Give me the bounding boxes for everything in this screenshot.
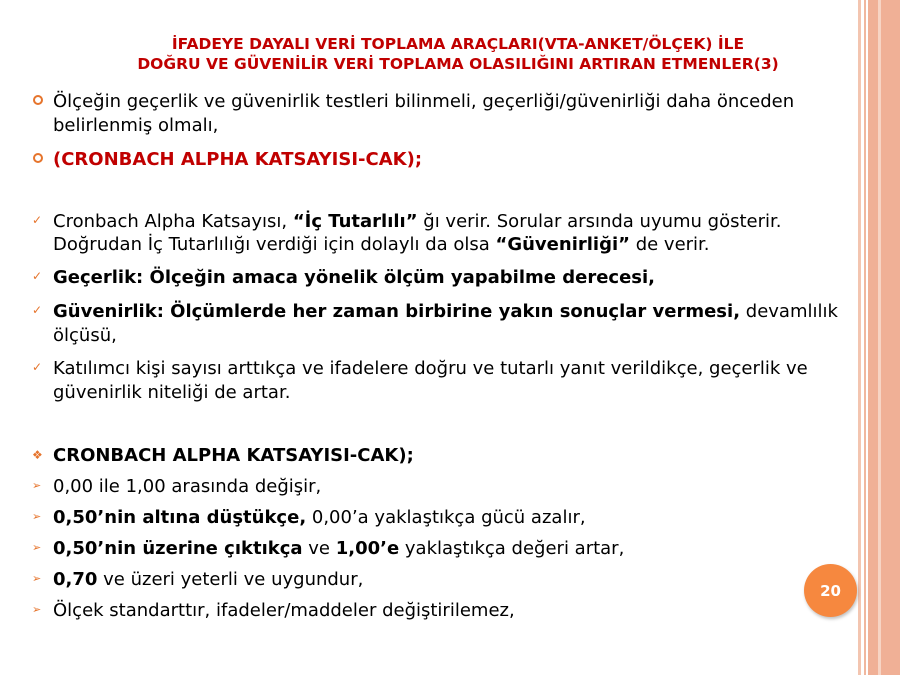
decorative-side-stripes [858, 0, 900, 675]
item-text: de verir. [629, 234, 710, 255]
list-item [32, 148, 852, 172]
item-text: Katılımcı kişi sayısı arttıkça ve ifadelere doğru ve tutarlı yanıt verildikçe, geçerlik ve güvenirlik niteliği de artar. [53, 358, 808, 403]
check-bullet-icon: ✓ [32, 360, 43, 374]
check-bullet-icon: ✓ [32, 303, 43, 317]
item-text-bold: 1,00’e [335, 538, 400, 559]
item-text: 0,00’a yaklaştıkça gücü azalır, [306, 507, 586, 528]
item-text: ğı verir. Sorular arsında uyumu gösterir. Doğrudan İç Tutarlılığı verdiği için dolaylı da olsa [53, 211, 782, 255]
arrow-bullet-icon: ➢ [32, 603, 42, 616]
arrow-bullet-icon: ➢ [32, 479, 42, 492]
arrow-bullet-icon: ➢ [32, 572, 42, 585]
item-text: devamlılık ölçüsü, [53, 301, 838, 346]
diamond-bullet-icon: ❖ [32, 448, 43, 462]
item-text: Ölçek standarttır, ifadeler/maddeler değiştirilemez, [53, 600, 515, 621]
slide-title-line1: İFADEYE DAYALI VERİ TOPLAMA ARAÇLARI(VTA-ANKET/ÖLÇEK) İLE [171, 35, 745, 53]
stripe-thin-2 [864, 0, 866, 675]
item-text: (CRONBACH ALPHA KATSAYISI-CAK); [53, 149, 423, 170]
slide-title [40, 34, 876, 74]
list-item [32, 599, 852, 623]
list-item [32, 266, 852, 290]
list-item [32, 210, 852, 256]
list-item [32, 300, 852, 348]
item-text-bold: “İç Tutarlılı” [292, 211, 418, 232]
item-text-bold: 0,50’nin altına düştükçe, [53, 507, 307, 528]
list-item [32, 357, 852, 405]
arrow-bullet-icon: ➢ [32, 541, 42, 554]
item-text: 0,00 ile 1,00 arasında değişir, [53, 476, 322, 497]
item-text-bold: 0,50’nin üzerine çıktıkça [53, 538, 303, 559]
slide-content [32, 90, 852, 623]
stripe-thin-1 [858, 0, 861, 675]
list-item [32, 475, 852, 499]
slide-title-line2: DOĞRU VE GÜVENİLİR VERİ TOPLAMA OLASILIĞINI ARTIRAN ETMENLER(3) [137, 55, 779, 73]
circle-bullet-icon [32, 90, 48, 114]
item-text-bold: CRONBACH ALPHA KATSAYISI-CAK); [53, 445, 414, 466]
list-item [32, 537, 852, 561]
arrow-bullet-icon: ➢ [32, 510, 42, 523]
item-text: ve üzeri yeterli ve uygundur, [97, 569, 364, 590]
item-text: Cronbach Alpha Katsayısı, [53, 211, 293, 232]
item-text: Ölçeğin geçerlik ve güvenirlik testleri bilinmeli, geçerliği/güvenirliği daha önceden belirlenmiş olmalı, [53, 91, 795, 136]
item-text: yaklaştıkça değeri artar, [399, 538, 625, 559]
check-bullet-icon: ✓ [32, 213, 43, 227]
item-text: ve [302, 538, 336, 559]
stripe-inner-line [878, 0, 881, 675]
item-text-bold: Geçerlik: Ölçeğin amaca yönelik ölçüm yapabilme derecesi, [53, 267, 656, 288]
item-text-bold: Güvenirlik: Ölçümlerde her zaman birbirine yakın sonuçlar vermesi, [53, 301, 741, 322]
item-text-bold: 0,70 [53, 569, 98, 590]
list-item [32, 444, 852, 468]
item-text-bold: “Güvenirliği” [495, 234, 630, 255]
list-item [32, 90, 852, 138]
list-item [32, 568, 852, 592]
check-bullet-icon: ✓ [32, 269, 43, 283]
list-item [32, 506, 852, 530]
circle-bullet-icon [32, 148, 48, 172]
page-number-badge: 20 [804, 564, 857, 617]
stripe-wide [868, 0, 900, 675]
